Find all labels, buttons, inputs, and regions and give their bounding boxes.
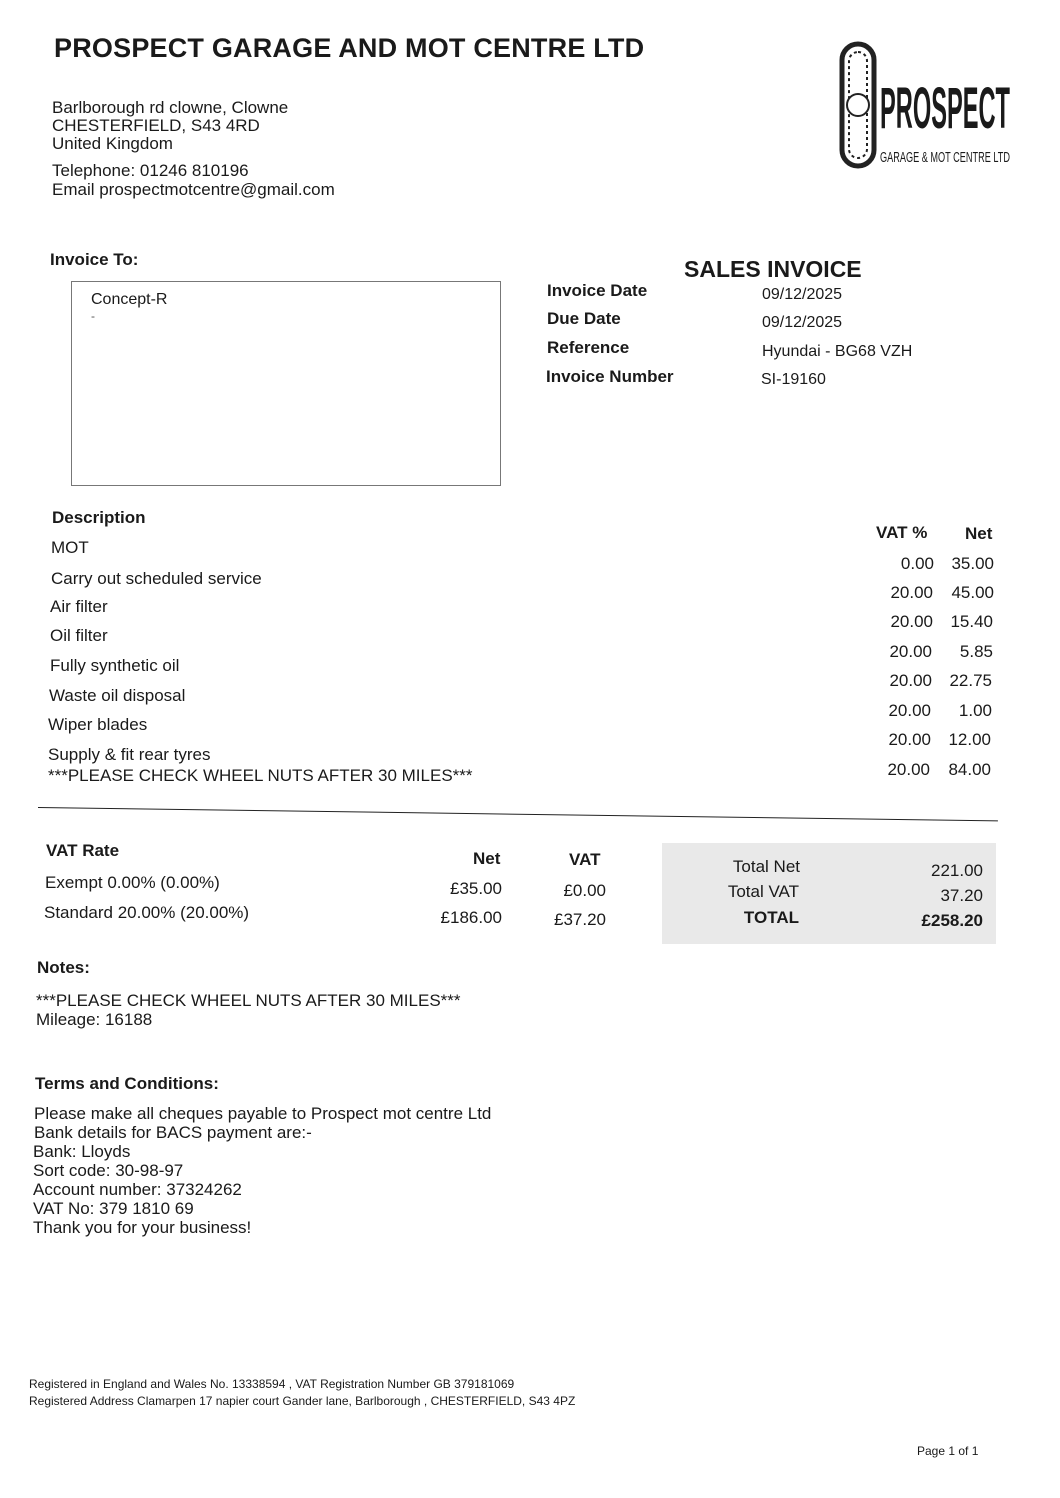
line-item-vat: 20.00 (889, 671, 932, 690)
vat-percent-header: VAT % (876, 523, 928, 542)
terms-line: Bank: Lloyds (33, 1142, 131, 1161)
terms-line: Please make all cheques payable to Prospect mot centre Ltd (34, 1104, 492, 1123)
line-item-description: Supply & fit rear tyres (48, 745, 211, 764)
terms-line: Thank you for your business! (33, 1218, 252, 1237)
vat-summary-net: £35.00 (450, 879, 502, 898)
logo-subtext: GARAGE & MOT CENTRE LTD (880, 149, 1011, 166)
notes-line: Mileage: 16188 (36, 1010, 153, 1029)
line-item-vat: 20.00 (888, 701, 931, 720)
invoice-number-label: Invoice Number (546, 367, 674, 386)
vat-summary-rate: Exempt 0.00% (0.00%) (45, 873, 220, 892)
line-item-description: Air filter (50, 597, 108, 616)
footer-address: Registered Address Clamarpen 17 napier court Gander lane, Barlborough , CHESTERFIELD, S43 4PZ (29, 1394, 576, 1408)
net-header: Net (965, 524, 993, 543)
notes-label: Notes: (37, 958, 90, 977)
total-vat-label: Total VAT (727, 882, 799, 901)
vat-summary-net-header: Net (473, 849, 501, 868)
address-line: United Kingdom (52, 134, 173, 153)
line-item-vat: 20.00 (887, 760, 930, 779)
vat-summary-vat: £0.00 (563, 881, 606, 900)
line-item-description: Fully synthetic oil (50, 656, 180, 675)
line-item-vat: 20.00 (890, 583, 933, 602)
due-date-label: Due Date (547, 309, 621, 328)
total-vat-value: 37.20 (940, 886, 983, 905)
invoice-number-value: SI-19160 (761, 371, 826, 388)
company-telephone: Telephone: 01246 810196 (52, 161, 249, 180)
customer-name: Concept-R (91, 291, 168, 308)
invoice-title: SALES INVOICE (684, 256, 862, 282)
invoice-to-label: Invoice To: (50, 250, 139, 269)
items-divider (38, 807, 998, 821)
logo-wordmark: PROSPECT (880, 76, 1010, 141)
page-number: Page 1 of 1 (917, 1444, 979, 1458)
company-contact (52, 161, 335, 199)
address-line: Barlborough rd clowne, Clowne (52, 98, 289, 117)
reference-value: Hyundai - BG68 VZH (762, 343, 913, 360)
line-item-note: ***PLEASE CHECK WHEEL NUTS AFTER 30 MILES*** (48, 766, 473, 785)
notes-line: ***PLEASE CHECK WHEEL NUTS AFTER 30 MILES*** (36, 991, 461, 1010)
reference-label: Reference (547, 338, 630, 357)
line-item-net: 84.00 (948, 760, 991, 779)
invoice-date-label: Invoice Date (547, 281, 648, 300)
line-item-net: 5.85 (959, 642, 993, 661)
line-item-net: 12.00 (948, 730, 991, 749)
vat-summary-vat: £37.20 (554, 910, 606, 929)
terms-line: Sort code: 30-98-97 (33, 1161, 184, 1180)
line-item-vat: 20.00 (888, 730, 931, 749)
invoice-date-value: 09/12/2025 (762, 286, 843, 303)
footer-registration: Registered in England and Wales No. 13338594 , VAT Registration Number GB 379181069 (29, 1377, 515, 1391)
terms-label: Terms and Conditions: (35, 1074, 219, 1093)
line-item-net: 45.00 (951, 583, 994, 602)
due-date-value: 09/12/2025 (762, 314, 843, 331)
total-net-value: 221.00 (931, 861, 983, 880)
line-item-net: 15.40 (950, 612, 993, 631)
total-value: £258.20 (921, 911, 983, 930)
vat-rate-header: VAT Rate (46, 841, 120, 860)
vat-summary-net: £186.00 (440, 908, 502, 927)
line-item-vat: 20.00 (890, 612, 933, 631)
total-net-label: Total Net (732, 857, 800, 876)
line-item-description: MOT (51, 538, 89, 557)
invoice-to-box (71, 281, 501, 486)
company-logo (838, 40, 1013, 170)
terms-line: VAT No: 379 1810 69 (33, 1199, 194, 1218)
terms-line: Bank details for BACS payment are:- (34, 1123, 312, 1142)
line-item-vat: 20.00 (889, 642, 932, 661)
description-header: Description (52, 508, 146, 527)
line-item-description: Waste oil disposal (49, 686, 186, 705)
line-item-description: Oil filter (50, 626, 108, 645)
line-item-description: Carry out scheduled service (51, 569, 262, 588)
customer-address: - (91, 309, 95, 323)
company-name: PROSPECT GARAGE AND MOT CENTRE LTD (54, 33, 645, 63)
line-item-description: Wiper blades (48, 715, 148, 734)
address-line: CHESTERFIELD, S43 4RD (52, 116, 260, 135)
terms-line: Account number: 37324262 (33, 1180, 242, 1199)
line-item-net: 1.00 (958, 701, 992, 720)
line-item-vat: 0.00 (900, 554, 934, 573)
company-address (52, 99, 288, 153)
company-email: Email prospectmotcentre@gmail.com (52, 180, 335, 199)
vat-summary-vat-header: VAT (569, 850, 601, 869)
vat-summary-rate: Standard 20.00% (20.00%) (44, 903, 250, 922)
line-item-net: 35.00 (951, 554, 994, 573)
line-item-net: 22.75 (949, 671, 992, 690)
total-label: TOTAL (743, 908, 799, 927)
